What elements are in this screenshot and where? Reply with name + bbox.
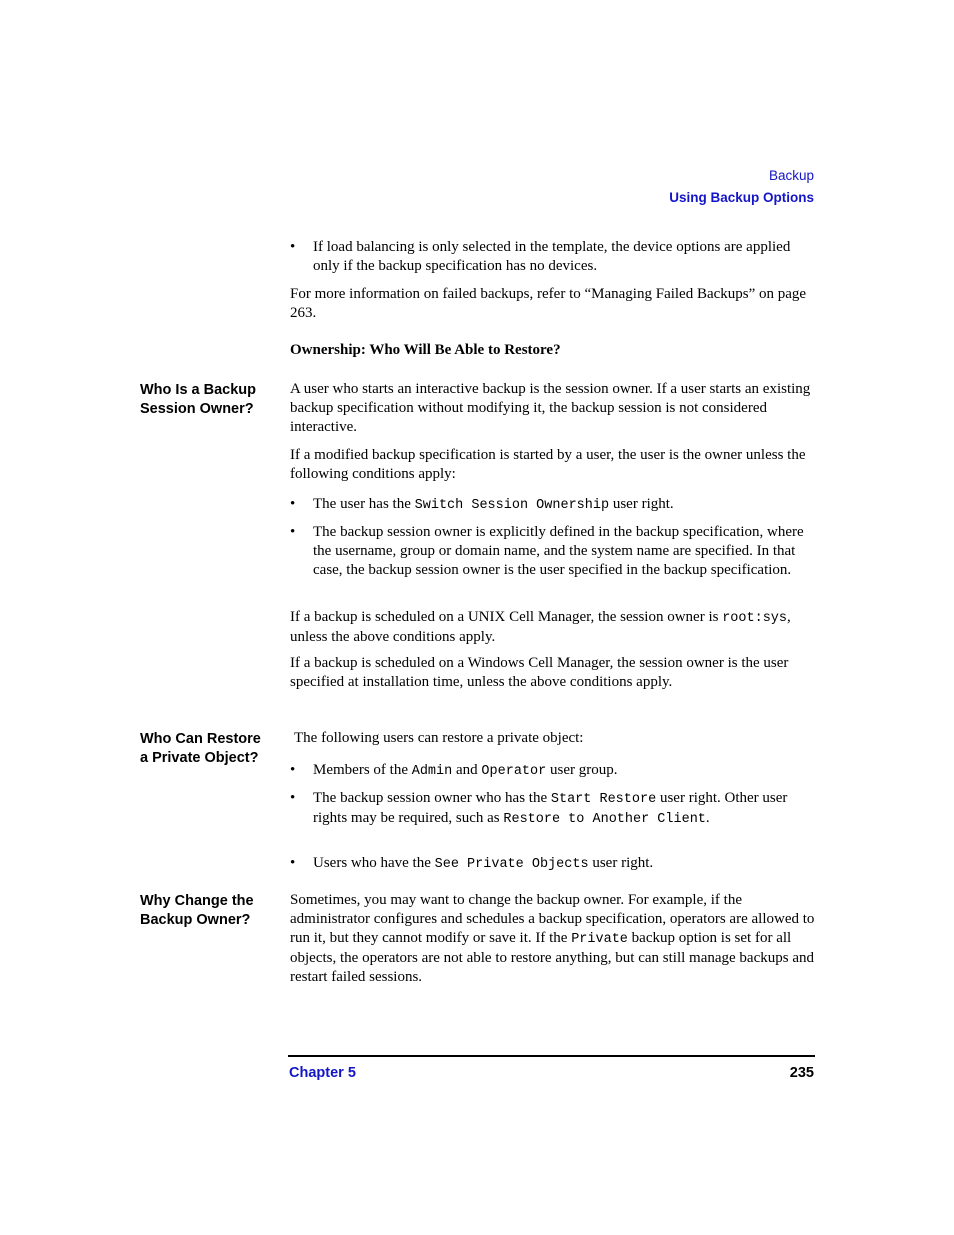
text: and [452, 762, 482, 778]
text: user right. Other user rights may be required, such as [313, 790, 788, 826]
paragraph-more-info: For more information on failed backups, refer to “Managing Failed Backups” on page 263. [290, 286, 807, 321]
running-header-chapter: Backup [768, 168, 814, 183]
footer-chapter: Chapter 5 [289, 1065, 356, 1081]
footer-page-number: 235 [789, 1065, 814, 1081]
side-heading-session-owner [140, 381, 280, 419]
paragraph-unix-owner [290, 608, 815, 647]
side-heading-line: Session Owner? [140, 401, 254, 417]
text: user group. [546, 762, 618, 778]
paragraph-modified-spec: If a modified backup specification is started by a user, the user is the owner unless the following conditions apply: [290, 447, 806, 482]
paragraph-session-owner-intro: A user who starts an interactive backup is the session owner. If a user starts an existing backup specification without modifying it, the backup session is not considered interactive. [290, 381, 811, 435]
side-heading-restore-private [140, 730, 280, 768]
code-admin: Admin [411, 764, 453, 779]
footer-rule [288, 1055, 815, 1057]
side-heading-line: Who Can Restore [140, 731, 261, 747]
code-user-right: Switch Session Ownership [414, 498, 610, 513]
paragraph-windows-owner: If a backup is scheduled on a Windows Cell Manager, the session owner is the user specified at installation time, unless the above conditions apply. [290, 655, 789, 690]
text: The backup session owner who has the [313, 790, 551, 806]
bullet-switch-ownership [290, 495, 815, 515]
code-restore-to-another-client: Restore to Another Client [503, 812, 706, 827]
text: The user has the [313, 496, 415, 512]
side-heading-line: Why Change the [140, 893, 254, 909]
code-see-private-objects: See Private Objects [434, 857, 589, 872]
text: , unless the above conditions apply. [290, 609, 791, 645]
text: Sometimes, you may want to change the backup owner. For example, if the administrator configures and schedules a backup specification, operators are allowed to run it, but they cannot modify or save it. If the [290, 892, 815, 946]
code-start-restore: Start Restore [550, 792, 657, 807]
bullet-see-private-objects [290, 854, 815, 874]
paragraph-restore-intro: The following users can restore a private object: [294, 730, 584, 746]
bullet-explicit-owner: • The backup session owner is explicitly defined in the backup specification, where the username, group or domain name, and the system name are specified. In that case, the backup session owner is the user specified in the backup specification. [290, 523, 815, 580]
code-private: Private [571, 932, 628, 947]
text: user right. [588, 855, 654, 871]
side-heading-change-owner [140, 892, 280, 930]
bullet-start-restore [290, 789, 815, 829]
code-root-sys: root:sys [722, 611, 788, 626]
text: If a backup is scheduled on a UNIX Cell Manager, the session owner is [290, 609, 723, 625]
paragraph-change-owner [290, 891, 815, 987]
bullet-admin-operator [290, 761, 815, 781]
text: Users who have the [313, 855, 435, 871]
text: . [705, 810, 710, 826]
side-heading-line: Who Is a Backup [140, 382, 257, 398]
text: backup option is set for all objects, the operators are not able to restore anything, but can still manage backups and restart failed sessions. [290, 930, 814, 985]
section-heading-ownership: Ownership: Who Will Be Able to Restore? [290, 342, 561, 358]
text: user right. [609, 496, 674, 512]
running-header-section: Using Backup Options [669, 190, 814, 205]
text: Members of the [313, 762, 412, 778]
bullet-load-balancing: • If load balancing is only selected in the template, the device options are applied only if the backup specification has no devices. [290, 238, 815, 276]
code-operator: Operator [481, 764, 547, 779]
side-heading-line: a Private Object? [140, 750, 259, 766]
side-heading-line: Backup Owner? [140, 912, 251, 928]
